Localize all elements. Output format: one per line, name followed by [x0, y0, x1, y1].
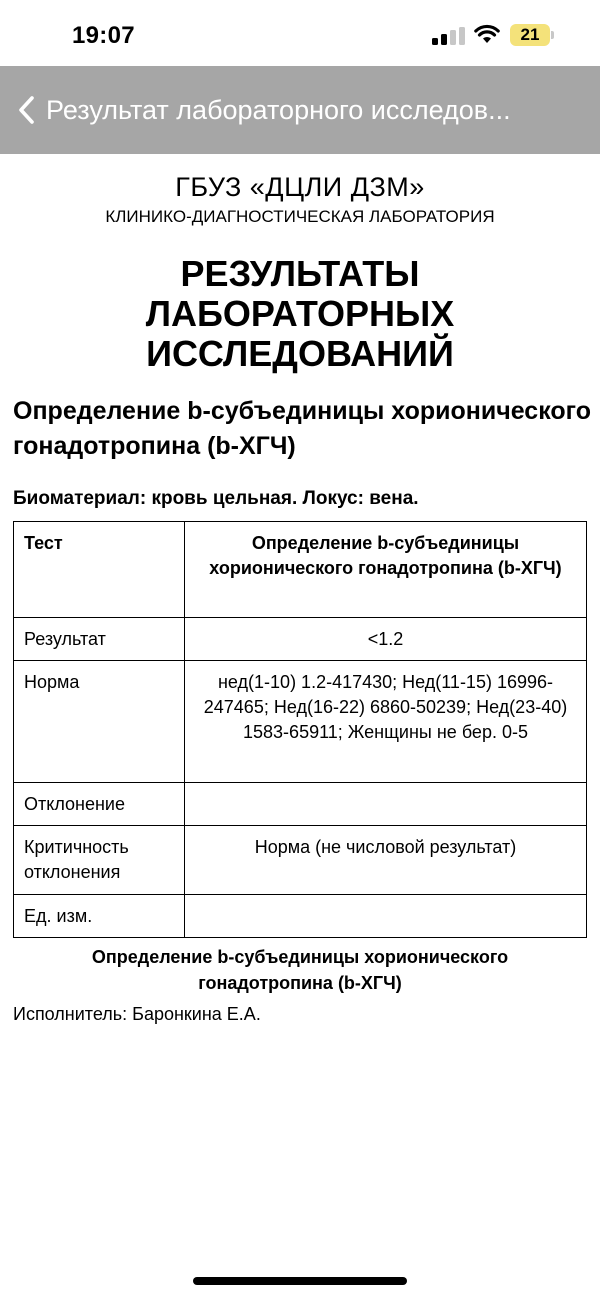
table-row: [14, 826, 587, 895]
wifi-icon: [474, 24, 500, 44]
home-indicator[interactable]: [193, 1277, 407, 1285]
footer-test-name: Определение b-субъединицы хорионического гонадотропина (b-ХГЧ): [91, 947, 509, 993]
row-value-unit: [185, 895, 587, 938]
laboratory-name: КЛИНИКО-ДИАГНОСТИЧЕСКАЯ ЛАБОРАТОРИЯ: [105, 207, 495, 226]
header-value-cell: Определение b-субъединицы хорионического гонадотропина (b-ХГЧ): [185, 522, 587, 618]
report-title: РЕЗУЛЬТАТЫ ЛАБОРАТОРНЫХ ИССЛЕДОВАНИЙ: [145, 253, 455, 374]
results-table: [13, 521, 587, 938]
back-button[interactable]: [16, 88, 586, 132]
status-bar: [0, 0, 600, 66]
table-row: [14, 618, 587, 661]
row-value-criticality: Норма (не числовой результат): [185, 826, 587, 895]
chevron-left-icon: [16, 95, 38, 125]
test-heading: Определение b-субъединицы хорионического гонадотропина (b-ХГЧ): [13, 397, 592, 460]
battery-nub: [551, 31, 554, 39]
row-label-result: Результат: [14, 618, 185, 661]
organization-name: ГБУЗ «ДЦЛИ ДЗМ»: [175, 172, 425, 202]
table-row: [14, 661, 587, 783]
row-label-unit: Ед. изм.: [14, 895, 185, 938]
table-header-row: [14, 522, 587, 618]
row-value-result: <1.2: [185, 618, 587, 661]
row-value-norm: нед(1-10) 1.2-417430; Нед(11-15) 16996-247465; Нед(16-22) 6860-50239; Нед(23-40) 1583-65911; Женщины не бер. 0-5: [185, 661, 587, 783]
nav-bar: [0, 66, 600, 154]
table-row: [14, 783, 587, 826]
table-row: [14, 895, 587, 938]
status-time: 19:07: [72, 22, 135, 49]
nav-title: Результат лабораторного исследов...: [46, 94, 511, 125]
row-label-criticality: Критичность отклонения: [14, 826, 185, 895]
row-value-deviation: [185, 783, 587, 826]
executor-info: Исполнитель: Баронкина Е.А.: [13, 1004, 261, 1024]
row-label-norm: Норма: [14, 661, 185, 783]
row-label-deviation: Отклонение: [14, 783, 185, 826]
biomaterial-info: Биоматериал: кровь цельная. Локус: вена.: [13, 488, 419, 509]
cellular-signal-icon: [432, 27, 466, 45]
battery-icon: [510, 24, 554, 46]
header-label-cell: Тест: [14, 522, 185, 618]
battery-level: 21: [520, 25, 540, 44]
